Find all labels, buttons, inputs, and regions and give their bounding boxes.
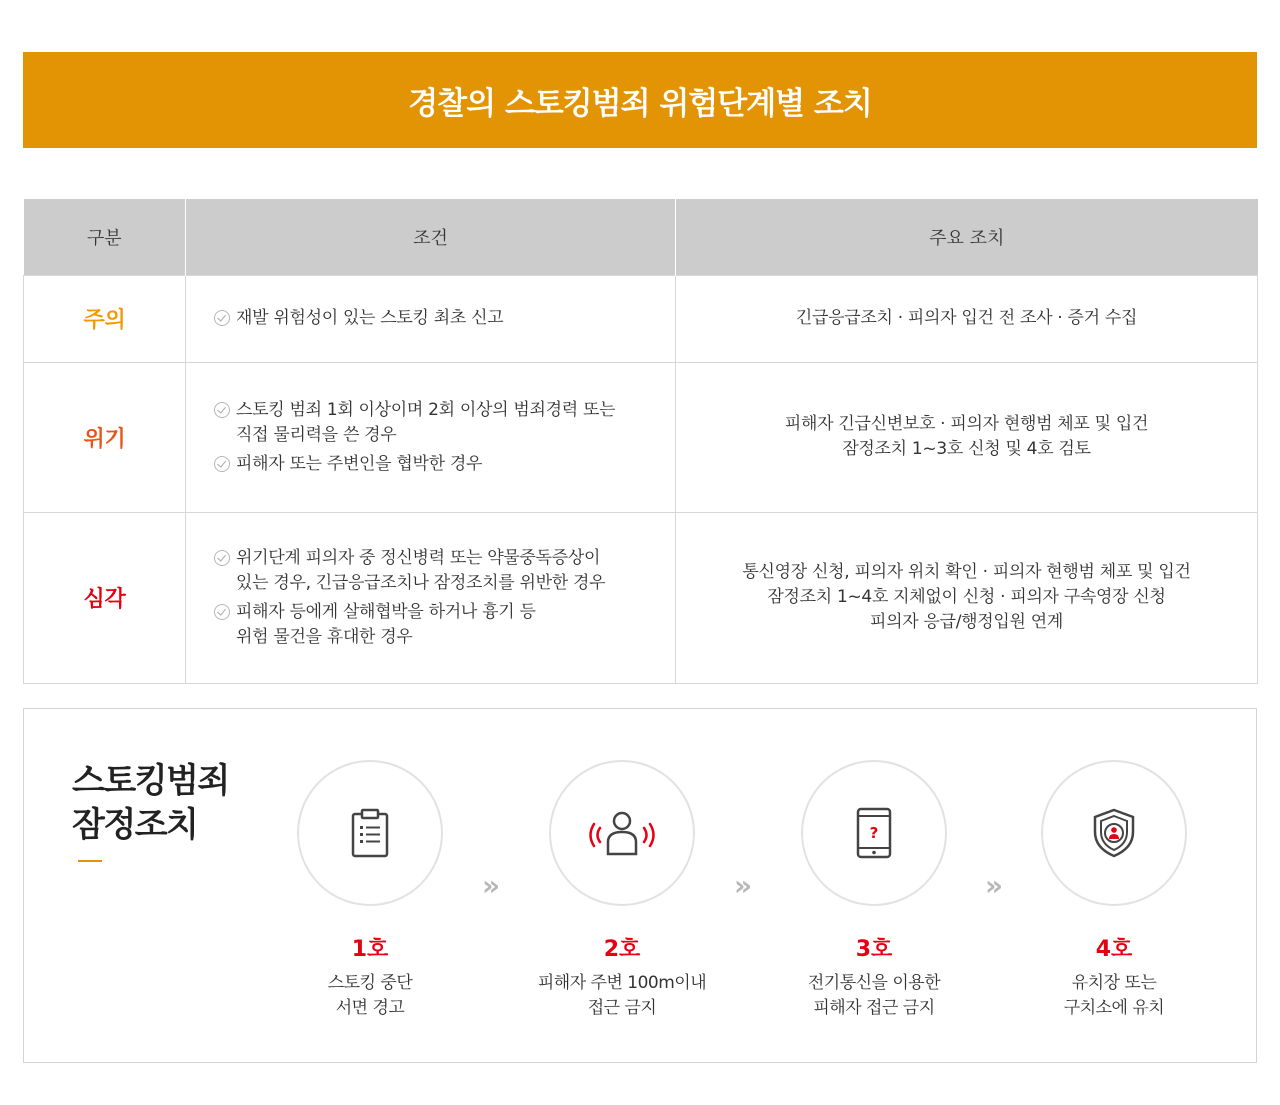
action-line: 잠정조치 1~4호 지체없이 신청 · 피의자 구속영장 신청 (767, 587, 1166, 607)
step-circle (297, 760, 443, 906)
header-action: 주요 조치 (676, 199, 1258, 275)
condition-item (214, 600, 663, 650)
step-4 (989, 760, 1239, 1021)
action-line: 통신영장 신청, 피의자 위치 확인 · 피의자 현행범 체포 및 입건 (742, 562, 1191, 582)
svg-text:?: ? (869, 824, 879, 842)
step-desc-line: 스토킹 중단 (327, 973, 413, 993)
step-description (497, 971, 747, 1021)
step-desc-line: 전기통신을 이용한 (807, 973, 941, 993)
condition-text (236, 398, 615, 448)
clipboard-icon (350, 808, 390, 858)
step-desc-line: 구치소에 유치 (1063, 998, 1165, 1018)
table-header-row (24, 199, 1258, 275)
step-1 (245, 760, 495, 1021)
condition-cell (186, 512, 676, 683)
person-signal-icon (587, 808, 657, 858)
check-circle-icon (214, 402, 230, 418)
action-line: 피해자 긴급신변보호 · 피의자 현행범 체포 및 입건 (784, 414, 1149, 434)
level-caution: 주의 (24, 275, 186, 362)
condition-line: 위기단계 피의자 중 정신병력 또는 약물중독증상이 (236, 547, 601, 568)
step-desc-line: 서면 경고 (335, 998, 405, 1018)
shield-person-icon (1092, 808, 1136, 858)
step-description (749, 971, 999, 1021)
condition-text: 재발 위험성이 있는 스토킹 최초 신고 (236, 308, 504, 328)
action-cell (676, 512, 1258, 683)
action-line: 피의자 응급/행정입원 연계 (870, 612, 1063, 632)
check-circle-icon (214, 604, 230, 620)
check-circle-icon (214, 550, 230, 566)
measures-title-line: 스토킹범죄 (72, 761, 229, 801)
step-desc-line: 피해자 접근 금지 (813, 998, 935, 1018)
step-circle (1041, 760, 1187, 906)
condition-text (236, 546, 605, 596)
level-serious: 심각 (24, 512, 186, 683)
step-number: 2호 (603, 937, 641, 962)
step-circle (549, 760, 695, 906)
condition-cell (186, 275, 676, 362)
table-row (24, 512, 1258, 683)
condition-line: 위험 물건을 휴대한 경우 (236, 626, 413, 647)
header-category: 구분 (24, 199, 186, 275)
step-number: 3호 (855, 937, 893, 962)
action-cell (676, 362, 1258, 512)
condition-line: 스토킹 범죄 1회 이상이며 2회 이상의 범죄경력 또는 (236, 399, 616, 420)
condition-item (214, 452, 663, 477)
condition-text: 피해자 또는 주변인을 협박한 경우 (236, 453, 483, 474)
condition-cell (186, 362, 676, 512)
condition-item (214, 306, 663, 331)
measures-title-line: 잠정조치 (72, 805, 198, 845)
step-number: 1호 (351, 937, 389, 962)
step-number: 4호 (1095, 937, 1133, 962)
step-description (989, 971, 1239, 1021)
table-row (24, 275, 1258, 362)
title-underline (78, 860, 102, 862)
header-condition: 조건 (186, 199, 676, 275)
action-cell (676, 275, 1258, 362)
step-desc-line: 접근 금지 (587, 998, 657, 1018)
risk-level-table (23, 199, 1258, 684)
step-desc-line: 피해자 주변 100m이내 (537, 973, 707, 993)
page-title: 경찰의 스토킹범죄 위험단계별 조치 (408, 85, 872, 122)
condition-item (214, 546, 663, 596)
step-2 (497, 760, 747, 1021)
title-banner (23, 52, 1257, 148)
level-crisis: 위기 (24, 362, 186, 512)
chevron-double-right-icon: » (985, 869, 996, 902)
table-row (24, 362, 1258, 512)
tablet-question-icon (854, 807, 894, 859)
condition-text (236, 600, 536, 650)
chevron-double-right-icon: » (482, 869, 493, 902)
condition-item (214, 398, 663, 448)
step-3 (749, 760, 999, 1021)
step-desc-line: 유치장 또는 (1071, 973, 1157, 993)
check-circle-icon (214, 310, 230, 326)
action-line: 긴급응급조치 · 피의자 입건 전 조사 · 증거 수집 (795, 308, 1138, 328)
chevron-double-right-icon: » (734, 869, 745, 902)
provisional-measures-panel (23, 708, 1257, 1063)
condition-line: 있는 경우, 긴급응급조치나 잠정조치를 위반한 경우 (236, 572, 606, 593)
step-description (245, 971, 495, 1021)
step-circle (801, 760, 947, 906)
condition-line: 피해자 등에게 살해협박을 하거나 흉기 등 (236, 601, 536, 622)
check-circle-icon (214, 456, 230, 472)
action-line: 잠정조치 1~3호 신청 및 4호 검토 (842, 439, 1091, 459)
condition-line: 직접 물리력을 쓴 경우 (236, 424, 397, 445)
